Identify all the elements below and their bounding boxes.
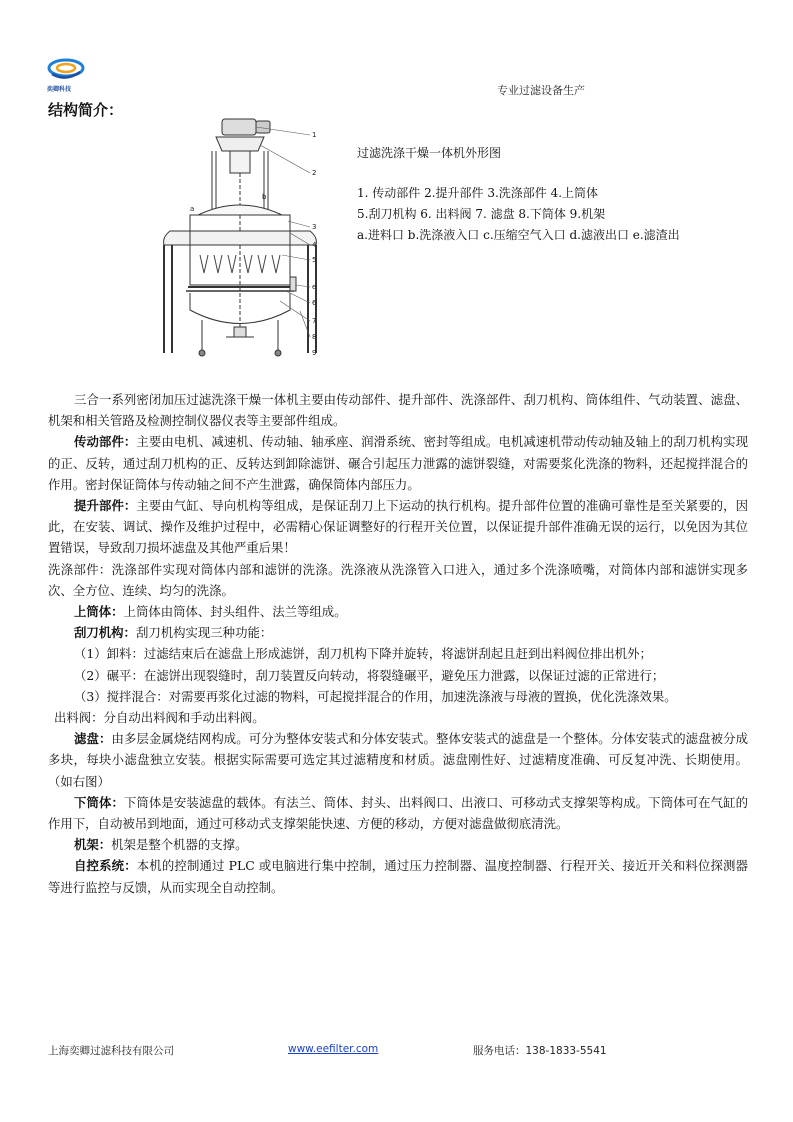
scraper-text: 刮刀机构实现三种功能： xyxy=(135,625,273,641)
plate-text: 由多层金属烧结网构成。可分为整体安装式和分体安装式。整体安装式的滤盘是一个整体。分体安装式的滤盘被分成多块，每块小滤盘独立安装。根据实际需要可选定其过滤精度和材质。滤盘刚性好、过滤精度准确、可反复冲洗、长期使用。（如右图） xyxy=(48,731,749,789)
drive-text: 主要由电机、减速机、传动轴、轴承座、润滑系统、密封等组成。电机减速机带动传动轴及轴上的刮刀机构实现的正、反转，通过刮刀机构的正、反转达到卸除滤饼、碾合引起压力泄露的滤饼裂缝，对需要浆化洗涤的物料，还起搅拌混合的作用。密封保证筒体与传动轴之间不产生泄露，确保筒体内部压力。 xyxy=(48,434,749,492)
callout-3: 3 xyxy=(312,223,317,231)
callout-4: 4 xyxy=(312,241,317,249)
callout-e: e xyxy=(312,283,317,291)
frame-label: 机架： xyxy=(74,837,112,853)
callout-8: 8 xyxy=(312,333,317,341)
lower-vessel-label: 下筒体： xyxy=(74,794,124,810)
header-tagline: 专业过滤设备生产 xyxy=(497,84,585,97)
upper-vessel-text: 上筒体由筒体、封头组件、法兰等组成。 xyxy=(123,604,347,620)
scraper-item-2: （2）碾平：在滤饼出现裂缝时，刮刀装置反向转动，将裂缝碾平，避免压力泄露，以保证过滤的正常进行； xyxy=(74,667,665,683)
callout-1: 1 xyxy=(312,131,317,139)
callout-a: a xyxy=(190,205,195,213)
upper-vessel-label: 上筒体： xyxy=(74,604,124,620)
figure-legend-line: 5.刮刀机构 6. 出料阀 7. 滤盘 8.下筒体 9.机架 xyxy=(357,207,606,221)
lower-vessel-paragraph xyxy=(48,792,748,834)
control-paragraph xyxy=(48,855,748,897)
intro-paragraph: 三合一系列密闭加压过滤洗涤干燥一体机主要由传动部件、提升部件、洗涤部件、刮刀机构、筒体组件、气动装置、滤盘、机架和相关管路及检测控制仪器仪表等主要部件组成。 xyxy=(48,392,748,429)
motor-fan-shape xyxy=(256,121,270,133)
callout-7: 7 xyxy=(312,317,317,325)
company-logo xyxy=(46,54,86,88)
plate-paragraph xyxy=(48,728,748,792)
callout-b: b xyxy=(262,193,267,201)
lift-text: 主要由气缸、导向机构等组成，是保证刮刀上下运动的执行机构。提升部件位置的准确可靠性是至关紧要的，因此，在安装、调试、操作及维护过程中，必需精心保证调整好的行程开关位置，以保证提升部件准确无误的运行，以免因为其位置错误，导致刮刀损坏滤盘及其他严重后果！ xyxy=(48,498,749,556)
callout-6: 6 xyxy=(312,299,317,307)
scraper-item-1: （1）卸料：过滤结束后在滤盘上形成滤饼，刮刀机构下降并旋转，将滤饼刮起且赶到出料阀位排出机外； xyxy=(74,646,652,662)
wash-paragraph: 洗涤部件：洗涤部件实现对筒体内部和滤饼的洗涤。洗涤液从洗涤管入口进入，通过多个洗涤喷嘴，对筒体内部和滤饼实现多次、全方位、连续、均匀的洗涤。 xyxy=(48,561,748,598)
frame-text: 机架是整个机器的支撑。 xyxy=(111,837,248,853)
upper-vessel-shape xyxy=(190,215,290,285)
frame-paragraph xyxy=(48,834,748,855)
lift-label: 提升部件： xyxy=(74,498,137,514)
logo-text: 奕卿科技 xyxy=(47,86,72,93)
control-label: 自控系统： xyxy=(74,858,137,874)
body-text xyxy=(48,389,748,898)
outlet-valve-shape xyxy=(234,327,246,337)
callout-5: 5 xyxy=(312,256,317,264)
callout-2: 2 xyxy=(312,169,317,177)
scraper-label: 刮刀机构： xyxy=(74,625,136,641)
control-text: 本机的控制通过 PLC 或电脑进行集中控制，通过压力控制器、温度控制器、行程开关、接近开关和料位探测器等进行监控与反馈，从而实现全自动控制。 xyxy=(48,858,748,895)
footer-website-link[interactable]: www.eefilter.com xyxy=(288,1043,379,1055)
callout-9: 9 xyxy=(312,349,317,357)
drive-paragraph xyxy=(48,431,748,495)
figure-legend-line: a.进料口 b.洗涤液入口 c.压缩空气入口 d.滤液出口 e.滤渣出 xyxy=(357,228,680,242)
lower-vessel-text: 下筒体是安装滤盘的载体。有法兰、筒体、封头、出料阀口、出液口、可移动式支撑架等构成。下筒体可在气缸的作用下，自动被吊到地面，通过可移动式支撑架能快速、方便的移动，方便对滤盘做彻底清洗。 xyxy=(48,794,749,832)
section-title: 结构简介： xyxy=(48,101,124,119)
frame-shape xyxy=(164,231,317,245)
equipment-diagram xyxy=(150,115,330,360)
upper-vessel-paragraph xyxy=(48,601,748,622)
figure-legend-line: 1. 传动部件 2.提升部件 3.洗涤部件 4.上筒体 xyxy=(357,186,599,200)
plate-label: 滤盘： xyxy=(74,731,112,747)
scraper-paragraph xyxy=(48,622,748,643)
lift-assembly-shape xyxy=(216,137,264,151)
drive-label: 传动部件： xyxy=(74,434,137,450)
figure-caption: 过滤洗涤干燥一体机外形图 xyxy=(357,146,502,160)
valve-paragraph: 出料阀：分自动出料阀和手动出料阀。 xyxy=(54,710,265,726)
footer-company: 上海奕卿过滤科技有限公司 xyxy=(48,1045,174,1057)
lift-paragraph xyxy=(48,495,748,559)
motor-shape xyxy=(222,119,256,135)
footer-phone: 服务电话：138-1833-5541 xyxy=(473,1045,607,1057)
scraper-item-3: （3）搅拌混合：对需要再浆化过滤的物料，可起搅拌混合的作用，加速洗涤液与母液的置换，优化洗涤效果。 xyxy=(74,688,677,704)
